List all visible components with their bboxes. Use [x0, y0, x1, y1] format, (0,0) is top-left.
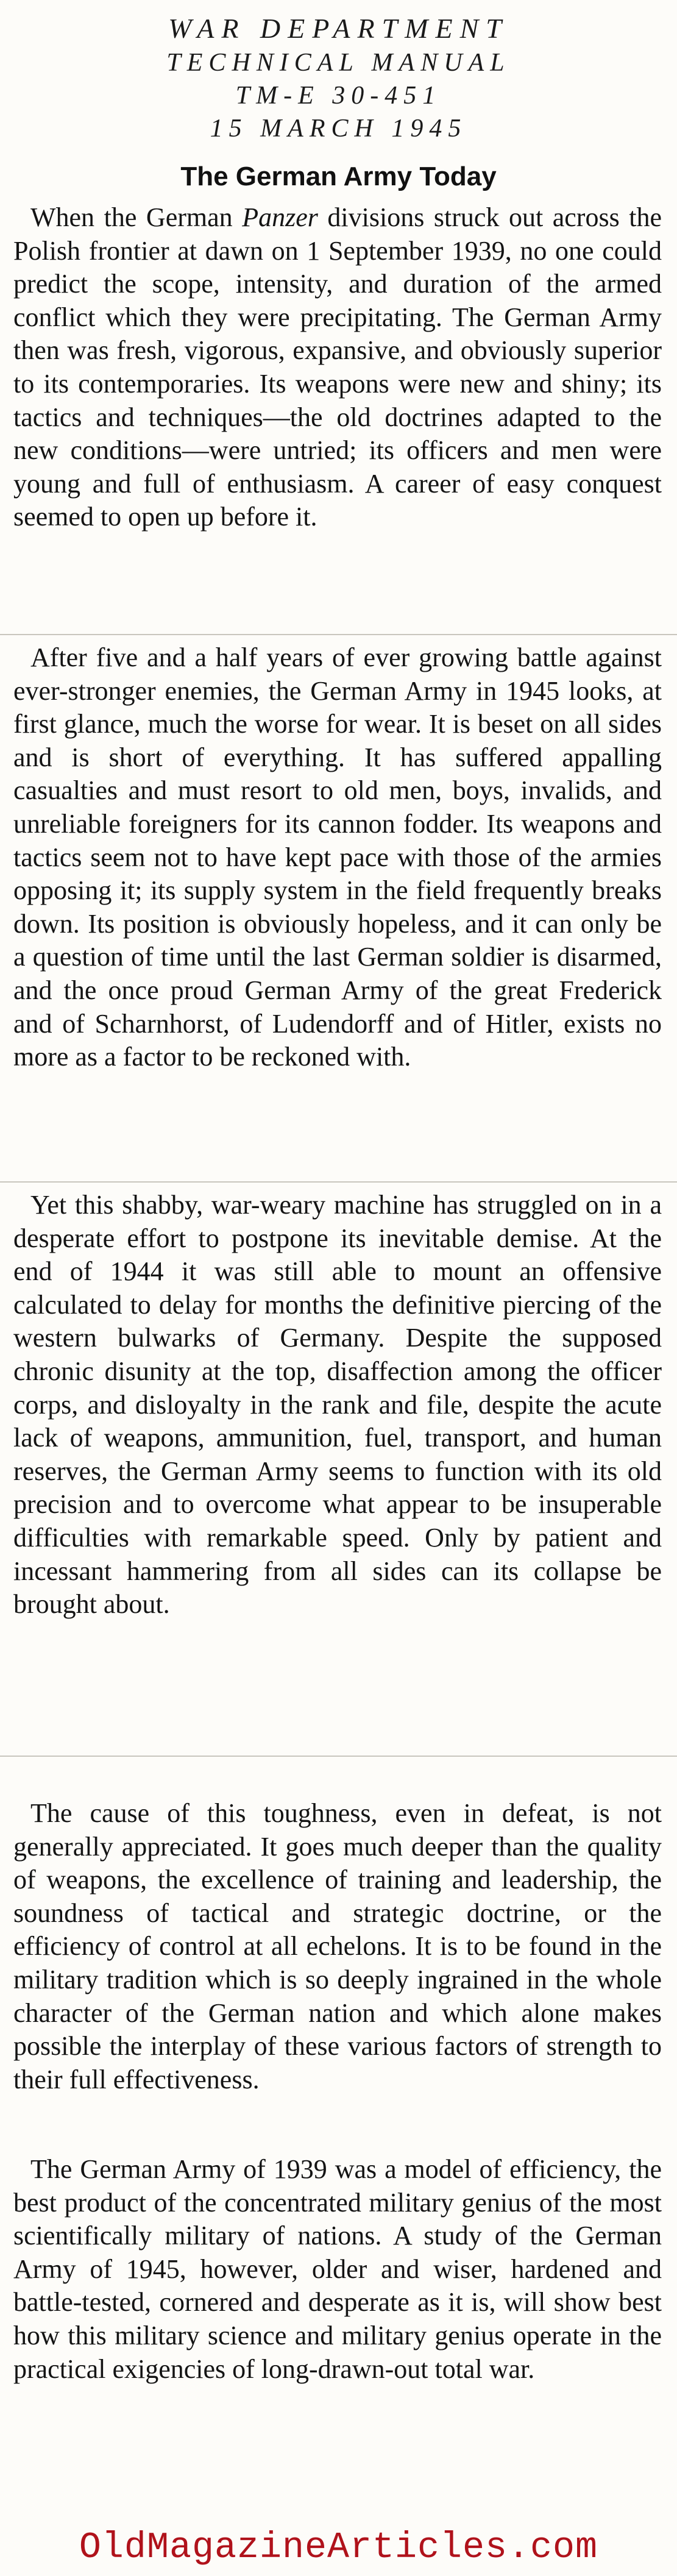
header-department: WAR DEPARTMENT	[168, 13, 509, 44]
article-title: The German Army Today	[180, 162, 497, 191]
header-manual-number: TM-E 30-451	[235, 82, 442, 110]
header-date: 15 MARCH 1945	[210, 115, 467, 143]
paragraph-1-body: divisions struck out across the Polish frontier at dawn on 1 September 1939, no one could predict the scope, intensity, and duration of the armed conflict which they were precipitating. The German Army then was fresh, vigorous, expansive, and obviously superior to its contemporaries. Its weapons were new and shiny; its tactics and techniques—the old doctrines adapted to the new conditions—were untried; its officers and men were young and full of enthusiasm. A career of easy conquest seemed to open up before it.	[13, 202, 662, 532]
paragraph-2: After five and a half years of ever growing battle against ever-stronger enemies, the German Army in 1945 looks, at first glance, much the worse for wear. It is beset on all sides and is short of everything. It has suffered appalling casualties and must resort to old men, boys, invalids, and unreliable foreigners for its cannon fodder. Its weapons and tactics seem not to have kept pace with those of the armies opposing it; its supply system in the field frequently breaks down. Its position is obviously hopeless, and it can only be a question of time until the last German soldier is disarmed, and the once proud German Army of the great Frederick and of Scharnhorst, of Ludendorff and of Hitler, exists no more as a factor to be reckoned with.	[13, 642, 662, 1072]
paragraph-5: The German Army of 1939 was a model of efficiency, the best product of the concentrated military genius of the most scientifically military of nations. A study of the German Army of 1945, however, older and wiser, hardened and battle-tested, cornered and desperate as it is, will show best how this military science and military genius operate in the practical exigencies of long-drawn-out total war.	[13, 2154, 662, 2384]
paragraph-4: The cause of this toughness, even in defeat, is not generally appreciated. It goes much deeper than the quality of weapons, the excellence of training and leadership, the soundness of tactical and strategic doctrine, or the efficiency of control at all echelons. It is to be found in the military tradition which is so deeply ingrained in the whole character of the German nation and which alone makes possible the interplay of these various factors of strength to their full effectiveness.	[13, 1798, 662, 2094]
site-watermark: OldMagazineArticles.com	[79, 2527, 598, 2569]
header-manual: TECHNICAL MANUAL	[166, 49, 511, 77]
paragraph-divider	[0, 634, 677, 635]
paragraph-1-lead: When the German	[30, 202, 243, 232]
document-header	[0, 11, 677, 145]
paragraph-divider	[0, 1756, 677, 1757]
paragraph-1-italic: Panzer	[242, 202, 318, 232]
paragraph-3: Yet this shabby, war-weary machine has struggled on in a desperate effort to postpone its inevitable demise. At the end of 1944 it was still able to mount an offensive calculated to delay for months the definitive piercing of the western bulwarks of Germany. Despite the supposed chronic disunity at the top, disaffection among the officer corps, and disloyalty in the rank and file, despite the acute lack of weapons, ammunition, fuel, transport, and human reserves, the German Army seems to function with its old precision and to overcome what appear to be insuperable difficulties with remarkable speed. Only by patient and incessant hammering from all sides can its collapse be brought about.	[13, 1190, 662, 1620]
paragraph-divider	[0, 1181, 677, 1183]
paragraph-1	[13, 201, 662, 534]
